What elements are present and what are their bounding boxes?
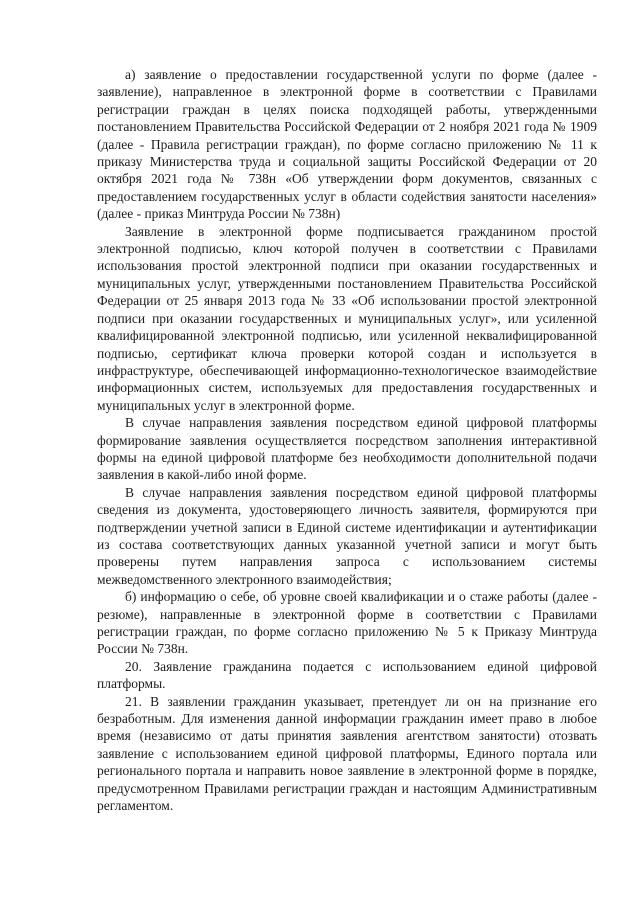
paragraph-electronic-signature: Заявление в электронной форме подписывается гражданином простой электронной подписью, ключ которой получен в соответствии с Правилами использования простой электронной подписи при оказании государственных и муниципальных услуг, утвержденными постановлением Правительства Российской Федерации от 25 января 2013 года № 33 «Об использовании простой электронной подписи при оказании государственных и муниципальных услуг», или усиленной квалифицированной электронной подписью, или усиленной неквалифицированной подписью, сертификат ключа проверки которой создан и используется в инфраструктуре, обеспечивающей информационно-технологическое взаимодействие информационных систем, используемых для предоставления государственных и муниципальных услуг в электронной форме.	[97, 223, 597, 413]
paragraph-identity-data: В случае направления заявления посредством единой цифровой платформы сведения из документа, удостоверяющего личность заявителя, формируются при подтверждении учетной записи в Единой системе идентификации и аутентификации из состава соответствующих данных указанной учетной записи и могут быть проверены путем направления запроса с использованием системы межведомственного электронного взаимодействия;	[97, 484, 597, 587]
paragraph-resume: б) информацию о себе, об уровне своей квалификации и о стаже работы (далее - резюме), направленные в электронной форме в соответствии с Правилами регистрации граждан, по форме согласно приложению № 5 к Приказу Минтруда России № 738н.	[97, 589, 597, 657]
document-body	[97, 66, 597, 814]
paragraph-item-20: 20. Заявление гражданина подается с использованием единой цифровой платформы.	[97, 658, 597, 692]
paragraph-application-form: а) заявление о предоставлении государственной услуги по форме (далее - заявление), направленное в электронной форме в соответствии с Правилами регистрации граждан в целях поиска подходящей работы, утвержденными постановлением Правительства Российской Федерации от 2 ноября 2021 года № 1909 (далее - Правила регистрации граждан), по форме согласно приложению № 11 к приказу Министерства труда и социальной защиты Российской Федерации от 20 октября 2021 года № 738н «Об утверждении форм документов, связанных с предоставлением государственных услуг в области содействия занятости населения» (далее - приказ Минтруда России № 738н)	[97, 67, 597, 222]
paragraph-platform-forming: В случае направления заявления посредством единой цифровой платформы формирование заявления осуществляется посредством заполнения интерактивной формы на единой цифровой платформе без необходимости дополнительной подачи заявления в какой-либо иной форме.	[97, 415, 597, 483]
paragraph-item-21: 21. В заявлении гражданин указывает, претендует ли он на признание его безработным. Для изменения данной информации гражданин имеет право в любое время (независимо от даты принятия заявления агентством занятости) отозвать заявление с использованием единой цифровой платформы, Единого портала или регионального портала и направить новое заявление в электронной форме в порядке, предусмотренном Правилами регистрации граждан и настоящим Административным регламентом.	[97, 693, 597, 814]
